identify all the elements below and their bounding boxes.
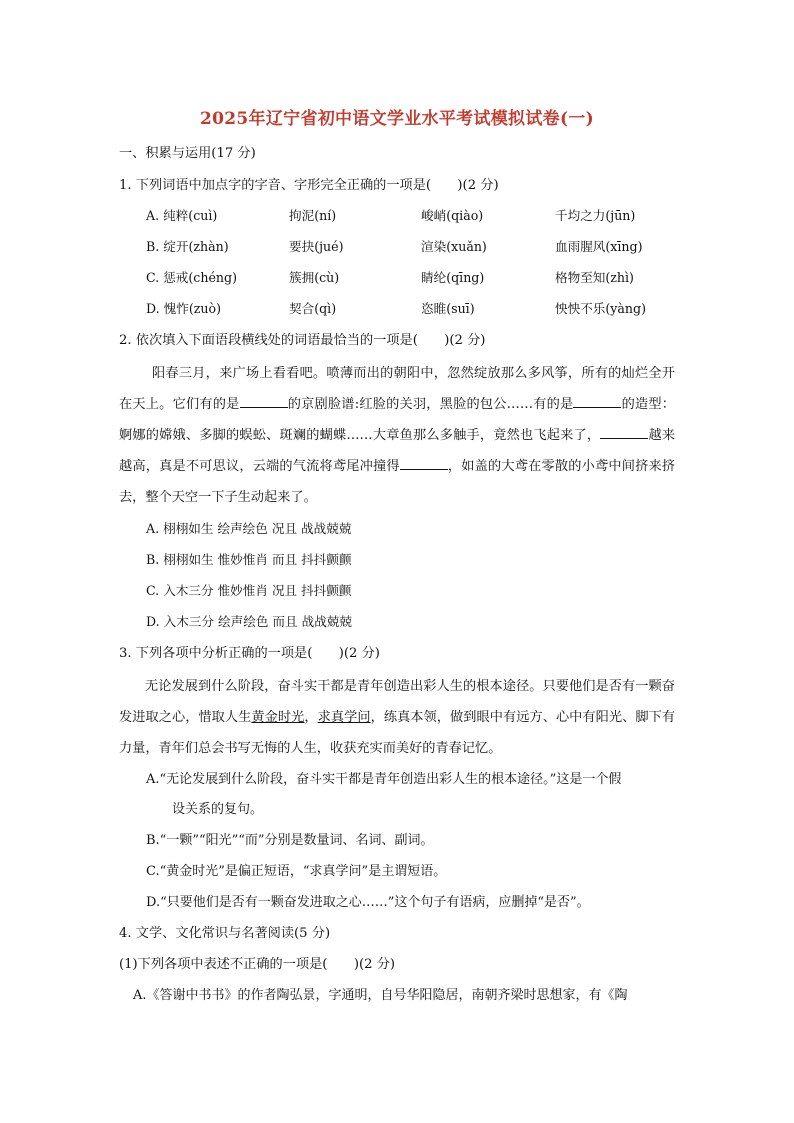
q4-option-a: A.《答谢中书书》的作者陶弘景，字通明，自号华阳隐居，南朝齐梁时思想家，有《陶 <box>133 988 628 1003</box>
q1-row-b-c2: 要抉(jué) <box>289 239 344 254</box>
q2-passage-part-3: 的造型：婀娜的嫦娥、多脚的蜈蚣、斑斓的蝴蝶……大章鱼那么多触手，竟然也飞起来了， <box>119 397 675 443</box>
q2-passage-part-2: 的京剧脸谱:红脸的关羽，黑脸的包公……有的是 <box>287 397 574 412</box>
q2-passage-part-5: ，如盖的大鸢在零散的小鸢中间挤来挤去，整个天空一下子生动起来了。 <box>119 459 676 505</box>
q1-row-b-c4: 血雨腥风(xīng) <box>555 239 643 254</box>
question-3-passage <box>119 671 675 764</box>
q1-row-b-c1: B. 绽开(zhàn) <box>146 239 229 254</box>
q2-option-c: C. 入木三分 惟妙惟肖 况且 抖抖颤颤 <box>146 583 352 598</box>
q3-passage-part-2: ， <box>304 710 318 725</box>
q3-passage-part-3: ，练真本领，做到眼中有远方、心中有阳光、脚下有力量，青年们总会书写无悔的人生，收获充实而美好的青春记忆。 <box>119 710 676 756</box>
q1-row-a-c4: 千均之力(jūn) <box>555 208 636 223</box>
question-3-stem: 3. 下列各项中分析正确的一项是( )(2 分) <box>119 646 380 661</box>
q1-row-c-c1: C. 惩戒(chéng) <box>146 270 237 285</box>
question-2-stem: 2. 依次填入下面语段横线处的词语最恰当的一项是( )(2 分) <box>119 333 486 348</box>
page-title: 2025年辽宁省初中语文学业水平考试模拟试卷(一) <box>200 109 594 129</box>
q3-option-c: C.“黄金时光”是偏正短语，“求真学问”是主谓短语。 <box>146 864 447 879</box>
q2-passage-part-1: 阳春三月，来广场上看看吧。喷薄而出的朝阳中，忽然绽放那么多风筝，所有的灿烂全开在天上。它们有的是 <box>119 366 675 412</box>
question-4-stem: 4. 文学、文化常识与名著阅读(5 分) <box>119 926 331 941</box>
blank-4 <box>400 457 448 470</box>
q1-row-b-c3: 渲染(xuǎn) <box>421 239 487 254</box>
q1-row-a-c3: 峻峭(qiào) <box>421 208 484 223</box>
q3-passage-part-1: 无论发展到什么阶段，奋斗实干都是青年创造出彩人生的根本途径。只要他们是否有一颗奋发进取之心，惜取人生 <box>119 679 675 725</box>
q3-underlined-2: 求真学问 <box>317 710 371 725</box>
q1-row-a-c2: 拘泥(ní) <box>289 208 337 223</box>
q1-row-a-c1: A. 纯粹(cuì) <box>146 208 218 223</box>
q3-option-a-line-1: A.“无论发展到什么阶段，奋斗实干都是青年创造出彩人生的根本途径。”这是一个假 <box>146 772 622 787</box>
question-4-sub-1: (1)下列各项中表述不正确的一项是( )(2 分) <box>119 957 396 972</box>
blank-2 <box>573 395 621 408</box>
question-1-stem: 1. 下列词语中加点字的字音、字形完全正确的一项是( )(2 分) <box>119 178 499 193</box>
q3-option-b: B.“一颗”“阳光”“而”分别是数量词、名词、副词。 <box>146 833 434 848</box>
q3-option-a-line-2: 设关系的复句。 <box>172 802 264 817</box>
q2-option-b: B. 栩栩如生 惟妙惟肖 而且 抖抖颤颤 <box>146 552 352 567</box>
q1-row-c-c2: 簇拥(cù) <box>289 270 340 285</box>
q2-option-a: A. 栩栩如生 绘声绘色 况且 战战兢兢 <box>146 521 352 536</box>
q1-row-d-c1: D. 愧怍(zuò) <box>146 301 221 316</box>
q3-underlined-1: 黄金时光 <box>251 710 305 725</box>
q1-row-d-c3: 恣睢(suī) <box>421 301 475 316</box>
question-2-passage <box>119 358 675 513</box>
q1-row-c-c4: 格物至知(zhì) <box>555 270 634 285</box>
q3-option-d: D.“只要他们是否有一颗奋发进取之心……”这个句子有语病，应删掉“是否”。 <box>146 895 590 910</box>
q2-option-d: D. 入木三分 绘声绘色 而且 战战兢兢 <box>146 614 352 629</box>
blank-3 <box>600 426 648 439</box>
q2-passage-part-4: 越来越高，真是不可思议，云端的气流将鸢尾冲撞得 <box>119 428 676 474</box>
section-heading: 一、积累与运用(17 分) <box>119 146 256 161</box>
q1-row-c-c3: 睛纶(qīng) <box>421 270 485 285</box>
q1-row-d-c4: 怏怏不乐(yàng) <box>555 301 646 316</box>
blank-1 <box>240 395 288 408</box>
q1-row-d-c2: 契合(qì) <box>289 301 337 316</box>
